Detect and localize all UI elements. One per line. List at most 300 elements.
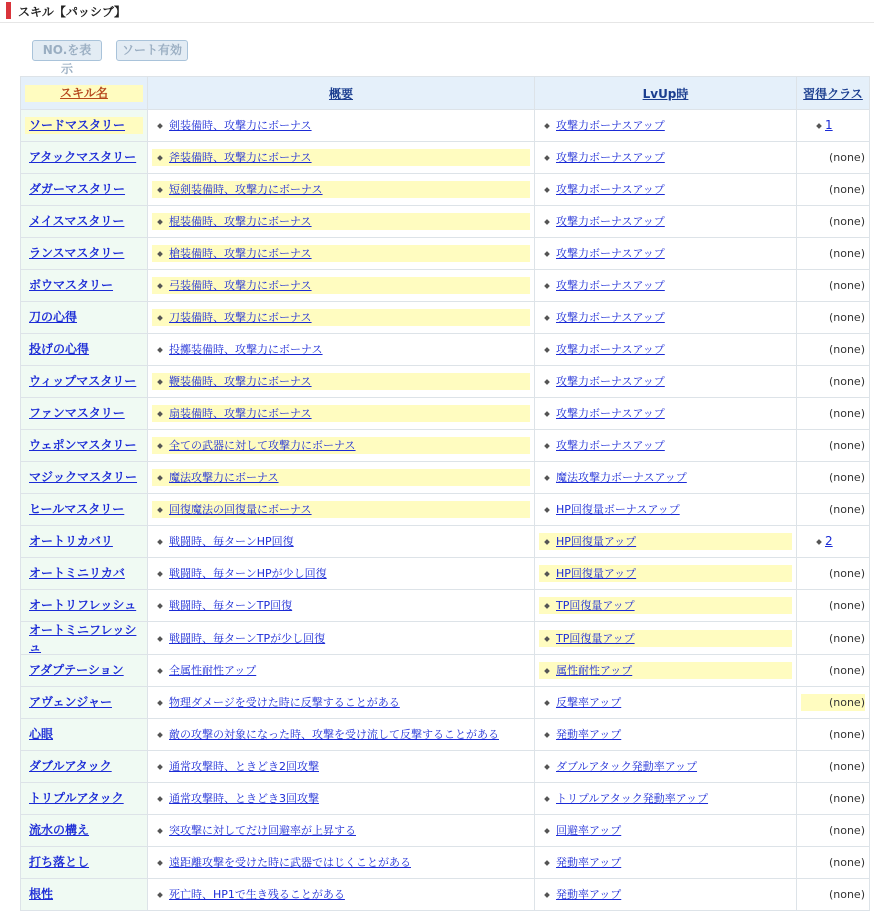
bullet-diamond-icon [544,507,550,513]
skill-levelup-item [539,662,792,679]
skill-name-cell [21,206,148,238]
skill-class-cell [797,302,870,334]
skill-summary-item [152,886,530,903]
bullet-diamond-icon [544,123,550,129]
bullet-diamond-icon [157,668,163,674]
skill-levelup-link[interactable]: 攻撃力ボーナスアップ [556,407,665,420]
show-number-button[interactable]: NO.を表示 [32,40,102,61]
skill-name-cell [21,815,148,847]
skill-levelup-cell [535,110,797,142]
skill-summary-item [152,213,530,230]
skill-class-none-text: (none) [828,375,865,388]
skill-class-none [825,277,865,294]
skill-summary-cell [148,526,535,558]
skill-class-none [825,565,865,582]
skill-summary-link[interactable]: 短剣装備時、攻撃力にボーナス [169,183,323,196]
skill-summary-item [152,662,530,679]
skill-summary-cell [148,558,535,590]
skill-summary-item [152,117,530,134]
skill-name-link[interactable]: ランスマスタリー [29,246,125,260]
skill-levelup-item [539,373,792,390]
skill-class-none [825,662,865,679]
skill-class-none [825,213,865,230]
table-row [21,622,870,655]
skill-levelup-link[interactable]: TP回復量アップ [556,631,635,645]
skill-name-link[interactable]: マジックマスタリー [29,470,138,484]
skill-levelup-cell [535,815,797,847]
bullet-diamond-icon [544,251,550,257]
skill-levelup-link[interactable]: 反撃率アップ [556,696,622,709]
skill-class-link[interactable]: 2 [825,534,833,548]
skill-summary-cell [148,590,535,622]
skill-name-link[interactable]: オートミニフレッシュ [29,623,137,654]
page-header [0,0,874,23]
skill-summary-link[interactable]: 敵の攻撃の対象になった時、攻撃を受け流して反撃することがある [169,728,499,741]
skill-summary-link[interactable]: 回復魔法の回復量にボーナス [169,503,312,516]
skill-levelup-item [539,277,792,294]
skill-levelup-item [539,501,792,518]
skill-summary-link[interactable]: 弓装備時、攻撃力にボーナス [169,279,312,292]
skill-summary-cell [148,462,535,494]
skill-name-cell [21,238,148,270]
skill-levelup-link[interactable]: 攻撃力ボーナスアップ [556,279,665,292]
skill-summary-link[interactable]: 全属性耐性アップ [169,664,257,677]
skill-levelup-link[interactable]: 攻撃力ボーナスアップ [556,215,665,228]
bullet-diamond-icon [157,860,163,866]
table-row [21,366,870,398]
skill-levelup-cell [535,687,797,719]
skill-summary-item [152,149,530,166]
bullet-diamond-icon [157,123,163,129]
skill-name-link[interactable]: ソードマスタリー [25,117,143,134]
skill-levelup-item [539,597,792,614]
skill-class-none [825,309,865,326]
skill-levelup-cell [535,783,797,815]
skill-name-link[interactable]: アダプテーション [29,663,124,677]
bullet-diamond-icon [544,347,550,353]
bullet-diamond-icon [816,539,822,545]
bullet-diamond-icon [157,571,163,577]
skill-summary-cell [148,687,535,719]
skill-name-cell [21,334,148,366]
skill-class-cell [797,334,870,366]
table-row [21,110,870,142]
skill-levelup-link[interactable]: 攻撃力ボーナスアップ [556,311,665,324]
table-row [21,398,870,430]
skill-levelup-item [539,181,792,198]
skill-name-link[interactable]: オートリフレッシュ [29,598,137,612]
bullet-diamond-icon [544,315,550,321]
skill-summary-item [152,694,530,711]
bullet-diamond-icon [544,475,550,481]
skill-name-cell [21,655,148,687]
skill-class-cell [797,751,870,783]
skill-levelup-link[interactable]: 属性耐性アップ [556,664,633,677]
skill-name-cell [21,398,148,430]
skill-levelup-item [539,886,792,903]
skill-levelup-link[interactable]: 発動率アップ [556,888,622,901]
skill-summary-link[interactable]: 通常攻撃時、ときどき2回攻撃 [169,760,319,773]
skill-summary-link[interactable]: 斧装備時、攻撃力にボーナス [169,151,312,164]
skill-class-cell [797,590,870,622]
skill-summary-item [152,405,530,422]
bullet-diamond-icon [157,732,163,738]
skill-name-link[interactable]: ファンマスタリー [29,406,125,420]
skill-summary-cell [148,815,535,847]
skill-levelup-link[interactable]: 攻撃力ボーナスアップ [556,439,665,452]
skill-class-none [825,181,865,198]
skill-class-item [797,533,865,550]
skill-levelup-cell [535,558,797,590]
table-row [21,430,870,462]
skill-summary-item [152,309,530,326]
skill-summary-cell [148,751,535,783]
skill-summary-link[interactable]: 槍装備時、攻撃力にボーナス [169,247,312,260]
bullet-diamond-icon [157,379,163,385]
bullet-diamond-icon [544,443,550,449]
skill-levelup-item [539,309,792,326]
bullet-diamond-icon [157,251,163,257]
skill-levelup-cell [535,142,797,174]
skill-class-none [825,341,865,358]
skill-name-link[interactable]: ヒールマスタリー [29,502,125,516]
skill-summary-item [152,373,530,390]
column-header-summary-link[interactable]: 概要 [328,86,353,101]
skill-summary-link[interactable]: 通常攻撃時、ときどき3回攻撃 [169,792,319,805]
skill-name-cell [21,494,148,526]
skill-class-cell [797,719,870,751]
skill-summary-cell [148,494,535,526]
skill-levelup-link[interactable]: HP回復量アップ [556,535,637,548]
skill-class-none-text: (none) [828,728,865,741]
skill-levelup-link[interactable]: HP回復量アップ [556,567,637,580]
skill-summary-link[interactable]: 投擲装備時、攻撃力にボーナス [169,343,323,356]
skill-class-none-text: (none) [828,215,865,228]
skill-summary-link[interactable]: 戦闘時、毎ターンHPが少し回復 [169,567,327,580]
bullet-diamond-icon [157,187,163,193]
bullet-diamond-icon [157,539,163,545]
table-row [21,879,870,911]
skill-summary-item [152,790,530,807]
skill-class-none-text: (none) [828,664,865,677]
skill-summary-item [152,181,530,198]
skill-summary-cell [148,270,535,302]
skill-levelup-cell [535,430,797,462]
skill-summary-link[interactable]: 魔法攻撃力にボーナス [169,471,279,484]
bullet-diamond-icon [544,187,550,193]
skill-summary-link[interactable]: 戦闘時、毎ターンHP回復 [169,535,294,548]
skill-levelup-link[interactable]: トリプルアタック発動率アップ [556,792,709,805]
skill-levelup-link[interactable]: 魔法攻撃力ボーナスアップ [556,471,687,484]
skill-name-cell [21,430,148,462]
skill-class-none [825,726,865,743]
table-row [21,494,870,526]
table-row [21,655,870,687]
bullet-diamond-icon [544,603,550,609]
bullet-diamond-icon [157,892,163,898]
skill-name-link[interactable]: 根性 [29,887,54,901]
skill-summary-item [152,565,530,582]
table-row [21,751,870,783]
column-header-levelup[interactable] [535,77,797,110]
skill-class-cell [797,206,870,238]
skill-name-link[interactable]: アヴェンジャー [29,695,112,709]
skill-class-cell [797,879,870,911]
skill-summary-link[interactable]: 戦闘時、毎ターンTPが少し回復 [169,631,326,645]
table-row [21,302,870,334]
skill-class-none-text: (none) [828,247,865,260]
skill-class-none-text: (none) [828,279,865,292]
skill-levelup-cell [535,270,797,302]
table-row [21,719,870,751]
bullet-diamond-icon [544,668,550,674]
skill-levelup-cell [535,526,797,558]
bullet-diamond-icon [544,571,550,577]
column-header-name-link[interactable]: スキル名 [25,85,143,102]
skill-levelup-link[interactable]: 攻撃力ボーナスアップ [556,247,665,260]
skill-summary-link[interactable]: 棍装備時、攻撃力にボーナス [169,215,312,228]
bullet-diamond-icon [157,347,163,353]
skill-class-cell [797,142,870,174]
skill-summary-item [152,437,530,454]
skill-name-cell [21,558,148,590]
column-header-name[interactable] [21,77,148,110]
table-header-row [21,77,870,110]
skill-name-link[interactable]: 刀の心得 [29,310,78,324]
skill-levelup-item [539,117,792,134]
bullet-diamond-icon [157,475,163,481]
skill-levelup-link[interactable]: HP回復量ボーナスアップ [556,503,680,516]
skill-class-none [825,822,865,839]
column-header-class-link[interactable]: 習得クラス [803,86,863,101]
skill-summary-item [152,758,530,775]
skill-levelup-cell [535,334,797,366]
skill-name-cell [21,847,148,879]
skill-class-none-text: (none) [828,471,865,484]
skill-name-link[interactable]: ウェポンマスタリー [29,438,137,452]
skill-name-link[interactable]: 投げの心得 [29,342,90,356]
skill-name-link[interactable]: トリプルアタック [29,791,124,805]
bullet-diamond-icon [544,155,550,161]
table-row [21,526,870,558]
skill-levelup-cell [535,751,797,783]
skill-class-link[interactable]: 1 [825,118,833,132]
skill-class-none [825,245,865,262]
bullet-diamond-icon [544,539,550,545]
table-row [21,687,870,719]
skill-summary-link[interactable]: 全ての武器に対して攻撃力にボーナス [169,439,356,452]
skill-levelup-item [539,694,792,711]
skill-name-cell [21,174,148,206]
skill-levelup-cell [535,655,797,687]
bullet-diamond-icon [544,860,550,866]
skill-name-link[interactable]: オートリカバリ [29,534,113,548]
skill-name-cell [21,270,148,302]
sort-enable-button[interactable]: ソート有効 [116,40,188,61]
skill-name-link[interactable]: 心眼 [29,727,54,741]
skill-summary-cell [148,238,535,270]
skill-class-none-text: (none) [828,760,865,773]
skill-class-cell [797,655,870,687]
skill-class-none-text: (none) [828,503,865,516]
skill-class-none-text: (none) [828,824,865,837]
bullet-diamond-icon [157,507,163,513]
column-header-levelup-link[interactable]: LvUp時 [642,86,689,101]
bullet-diamond-icon [544,411,550,417]
skill-levelup-link[interactable]: 攻撃力ボーナスアップ [556,343,665,356]
skill-levelup-item [539,213,792,230]
skill-class-cell [797,366,870,398]
skill-levelup-link[interactable]: 攻撃力ボーナスアップ [556,151,665,164]
skill-class-cell [797,494,870,526]
skill-class-cell [797,110,870,142]
skill-summary-link[interactable]: 死亡時、HP1で生き残ることがある [169,888,345,901]
column-header-summary[interactable] [148,77,535,110]
skill-summary-cell [148,622,535,655]
skill-name-link[interactable]: 流水の構え [29,823,90,837]
skill-levelup-cell [535,847,797,879]
skill-name-link[interactable]: ウィップマスタリー [29,374,137,388]
title-accent-bar [6,2,11,19]
skill-summary-cell [148,110,535,142]
skill-summary-item [152,245,530,262]
skill-levelup-cell [535,622,797,655]
skill-levelup-link[interactable]: 発動率アップ [556,728,622,741]
skill-name-cell [21,751,148,783]
skill-class-cell [797,847,870,879]
skill-summary-link[interactable]: 剣装備時、攻撃力にボーナス [169,119,312,132]
skill-levelup-link[interactable]: ダブルアタック発動率アップ [556,760,698,773]
skill-summary-item [152,630,530,647]
skill-summary-link[interactable]: 突攻撃に対してだけ回避率が上昇する [169,824,356,837]
skill-class-none-text: (none) [828,311,865,324]
skill-summary-item [152,469,530,486]
skill-levelup-cell [535,494,797,526]
bullet-diamond-icon [544,700,550,706]
skill-class-item [797,117,865,134]
skill-class-none [825,437,865,454]
skill-summary-link[interactable]: 戦闘時、毎ターンTP回復 [169,599,293,612]
skill-summary-link[interactable]: 扇装備時、攻撃力にボーナス [169,407,312,420]
skill-levelup-cell [535,462,797,494]
skill-levelup-cell [535,879,797,911]
skill-summary-cell [148,879,535,911]
table-row [21,174,870,206]
skill-name-cell [21,142,148,174]
skill-class-none [825,405,865,422]
skill-levelup-item [539,149,792,166]
skill-levelup-item [539,341,792,358]
skill-summary-item [152,533,530,550]
skill-class-cell [797,270,870,302]
table-row [21,238,870,270]
bullet-diamond-icon [544,892,550,898]
table-row [21,783,870,815]
skill-levelup-item [539,790,792,807]
skill-summary-item [152,501,530,518]
skill-class-none [825,758,865,775]
skill-levelup-link[interactable]: 攻撃力ボーナスアップ [556,375,665,388]
bullet-diamond-icon [157,796,163,802]
skill-class-cell [797,526,870,558]
page-title: スキル【パッシブ】 [18,5,127,19]
skill-class-none [825,854,865,871]
skill-class-none-text: (none) [828,567,865,580]
bullet-diamond-icon [544,219,550,225]
bullet-diamond-icon [157,603,163,609]
skill-levelup-cell [535,206,797,238]
skill-summary-cell [148,142,535,174]
skill-summary-link[interactable]: 鞭装備時、攻撃力にボーナス [169,375,312,388]
skill-levelup-link[interactable]: 回避率アップ [556,824,622,837]
skill-name-link[interactable]: アタックマスタリー [29,150,137,164]
skill-levelup-link[interactable]: 発動率アップ [556,856,622,869]
skill-name-link[interactable]: ダブルアタック [29,759,112,773]
skill-name-cell [21,687,148,719]
table-row [21,270,870,302]
skill-name-link[interactable]: オートミニリカバ [29,566,125,580]
bullet-diamond-icon [544,379,550,385]
skill-name-link[interactable]: 打ち落とし [29,855,90,869]
skill-levelup-link[interactable]: TP回復量アップ [556,599,635,612]
skill-levelup-link[interactable]: 攻撃力ボーナスアップ [556,183,665,196]
skill-class-none [825,469,865,486]
skill-class-none-text: (none) [828,407,865,420]
skill-name-cell [21,302,148,334]
table-row [21,462,870,494]
bullet-diamond-icon [544,636,550,642]
bullet-diamond-icon [157,443,163,449]
bullet-diamond-icon [157,700,163,706]
bullet-diamond-icon [816,123,822,129]
bullet-diamond-icon [157,283,163,289]
skill-name-link[interactable]: メイスマスタリー [29,214,125,228]
bullet-diamond-icon [544,732,550,738]
skill-summary-cell [148,366,535,398]
table-body [21,110,870,911]
bullet-diamond-icon [157,764,163,770]
skill-class-none-text: (none) [828,856,865,869]
skill-levelup-cell [535,719,797,751]
skill-levelup-cell [535,174,797,206]
skill-levelup-item [539,469,792,486]
skill-levelup-cell [535,366,797,398]
skill-levelup-item [539,405,792,422]
skill-levelup-cell [535,398,797,430]
skill-class-none-text: (none) [828,599,865,612]
skill-name-link[interactable]: ダガーマスタリー [29,182,126,196]
skill-class-cell [797,622,870,655]
skill-class-cell [797,430,870,462]
skill-levelup-link[interactable]: 攻撃力ボーナスアップ [556,119,665,132]
skill-summary-cell [148,334,535,366]
column-header-class[interactable] [797,77,870,110]
skill-class-cell [797,398,870,430]
skill-summary-link[interactable]: 物理ダメージを受けた時に反撃することがある [169,696,400,709]
skill-summary-cell [148,783,535,815]
skill-levelup-item [539,822,792,839]
bullet-diamond-icon [157,155,163,161]
skill-summary-link[interactable]: 遠距離攻撃を受けた時に武器ではじくことがある [169,856,411,869]
skill-name-cell [21,879,148,911]
skill-summary-cell [148,206,535,238]
skill-levelup-item [539,758,792,775]
skill-name-cell [21,526,148,558]
skill-name-cell [21,719,148,751]
skill-summary-link[interactable]: 刀装備時、攻撃力にボーナス [169,311,312,324]
skill-summary-cell [148,430,535,462]
skill-name-link[interactable]: ボウマスタリー [29,278,114,292]
